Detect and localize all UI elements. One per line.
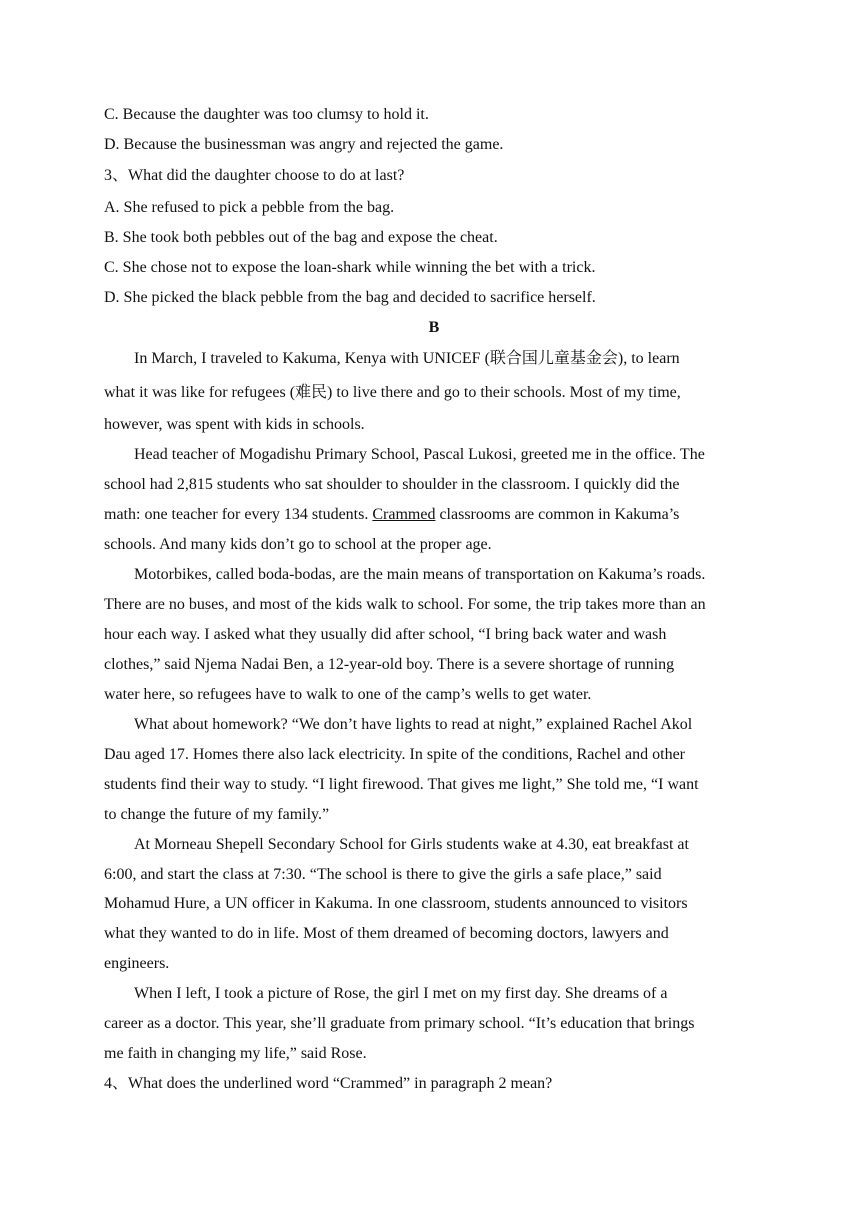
paragraph-6-line-1: When I left, I took a picture of Rose, the girl I met on my first day. She dreams of a (134, 985, 668, 1002)
paragraph-2-line-3-end: classrooms are common in Kakuma’s (439, 506, 680, 523)
question-3-stem: 3、What did the daughter choose to do at last? (104, 167, 405, 184)
underlined-word-crammed: Crammed (372, 506, 436, 523)
paragraph-3-line-2: There are no buses, and most of the kids walk to school. For some, the trip takes more than an (104, 596, 706, 613)
paragraph-2-line-3-start: math: one teacher for every 134 students. (104, 506, 369, 523)
paragraph-2-line-2: school had 2,815 students who sat shoulder to shoulder in the classroom. I quickly did the (104, 476, 680, 493)
paragraph-5-line-4: what they wanted to do in life. Most of them dreamed of becoming doctors, lawyers and (104, 925, 669, 942)
paragraph-5-line-2: 6:00, and start the class at 7:30. “The school is there to give the girls a safe place,” said (104, 866, 662, 883)
option-3a: A. She refused to pick a pebble from the bag. (104, 199, 395, 216)
paragraph-4-line-1: What about homework? “We don’t have lights to read at night,” explained Rachel Akol (134, 716, 693, 733)
paragraph-6-line-3: me faith in changing my life,” said Rose. (104, 1045, 367, 1062)
option-2d: D. Because the businessman was angry and rejected the game. (104, 136, 504, 153)
paragraph-4-line-4: to change the future of my family.” (104, 806, 330, 823)
paragraph-3-line-5: water here, so refugees have to walk to one of the camp’s wells to get water. (104, 686, 592, 703)
paragraph-3-line-4: clothes,” said Njema Nadai Ben, a 12-year-old boy. There is a severe shortage of running (104, 656, 675, 673)
paragraph-1-line-3: however, was spent with kids in schools. (104, 416, 365, 433)
paragraph-5-line-5: engineers. (104, 955, 170, 972)
paragraph-6-line-2: career as a doctor. This year, she’ll graduate from primary school. “It’s education that brings (104, 1015, 695, 1032)
paragraph-3-line-1: Motorbikes, called boda-bodas, are the main means of transportation on Kakuma’s roads. (134, 566, 706, 583)
paragraph-5-line-1: At Morneau Shepell Secondary School for Girls students wake at 4.30, eat breakfast at (134, 836, 689, 853)
paragraph-5-line-3: Mohamud Hure, a UN officer in Kakuma. In one classroom, students announced to visitors (104, 895, 688, 912)
paragraph-4-line-2: Dau aged 17. Homes there also lack electricity. In spite of the conditions, Rachel and other (104, 746, 685, 763)
option-2c: C. Because the daughter was too clumsy to hold it. (104, 106, 429, 123)
paragraph-4-line-3: students find their way to study. “I light firewood. That gives me light,” She told me, “I want (104, 776, 699, 793)
paragraph-1-line-2: what it was like for refugees (难民) to live there and go to their schools. Most of my time, (104, 384, 681, 401)
option-3c: C. She chose not to expose the loan-shark while winning the bet with a trick. (104, 259, 596, 276)
paragraph-2-line-3 (104, 505, 764, 525)
paragraph-3-line-3: hour each way. I asked what they usually did after school, “I bring back water and wash (104, 626, 667, 643)
option-3d: D. She picked the black pebble from the bag and decided to sacrifice herself. (104, 289, 596, 306)
option-3b: B. She took both pebbles out of the bag and expose the cheat. (104, 229, 498, 246)
paragraph-2-line-4: schools. And many kids don’t go to school at the proper age. (104, 536, 492, 553)
section-b-heading: B (428, 319, 440, 336)
paragraph-2-line-1: Head teacher of Mogadishu Primary School, Pascal Lukosi, greeted me in the office. The (134, 446, 705, 463)
paragraph-1-line-1: In March, I traveled to Kakuma, Kenya with UNICEF (联合国儿童基金会), to learn (134, 350, 680, 367)
question-4-stem: 4、What does the underlined word “Crammed” in paragraph 2 mean? (104, 1075, 553, 1092)
